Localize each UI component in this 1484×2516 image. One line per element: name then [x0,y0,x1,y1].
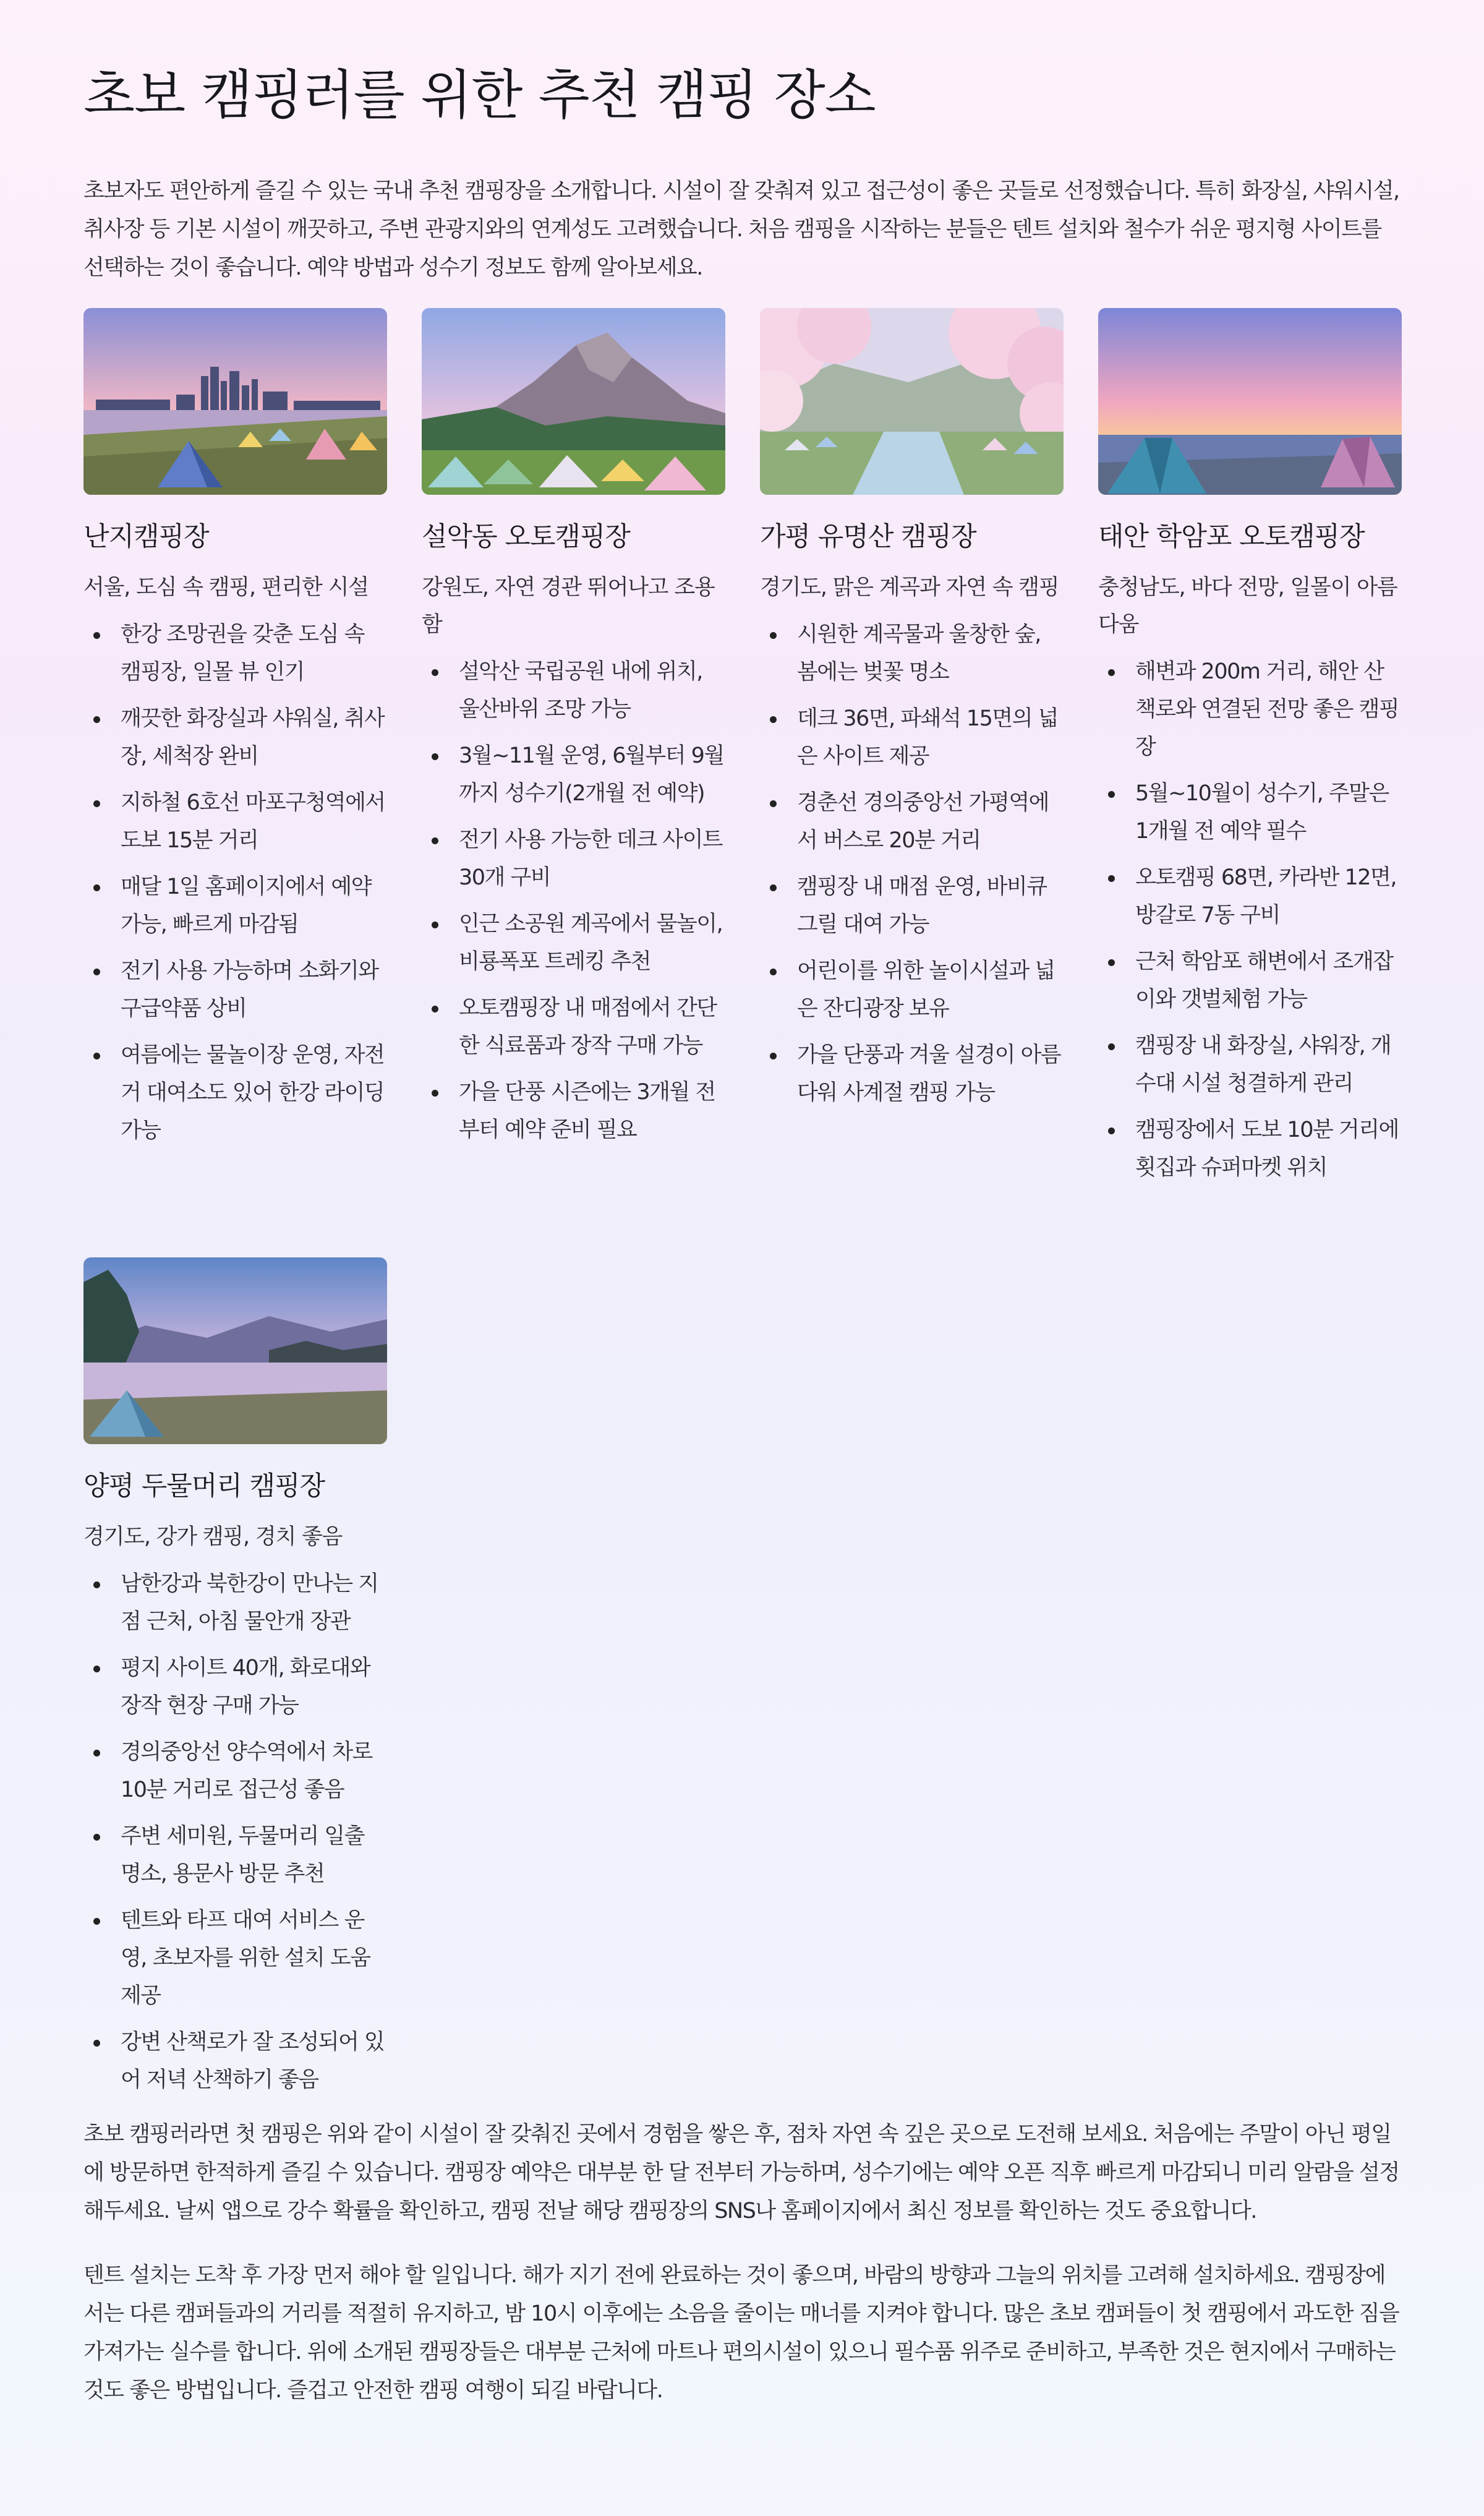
feature-list [1098,653,1402,1187]
list-item: 캠핑장 내 매점 운영, 바비큐 그릴 대여 가능 [760,868,1064,944]
list-item: 평지 사이트 40개, 화로대와 장작 현장 구매 가능 [83,1650,387,1725]
river-mist-camping-photo [83,1257,387,1444]
feature-list [760,616,1064,1112]
feature-list [422,653,725,1149]
list-item: 어린이를 위한 놀이시설과 넓은 잔디광장 보유 [760,952,1064,1028]
campsite-grid [83,308,1401,2170]
intro-paragraph: 초보자도 편안하게 즐길 수 있는 국내 추천 캠핑장을 소개합니다. 시설이 잘 갖춰져 있고 접근성이 좋은 곳들로 선정했습니다. 특히 화장실, 샤워시설, 취사장 등 기본 시설이 깨끗하고, 주변 관광지와의 연계성도 고려했습니다. 처음 캠핑을 시작하는 분들은 텐트 설치와 철수가 쉬운 평지형 사이트를 선택하는 것이 좋습니다. 예약 방법과 성수기 정보도 함께 알아보세요. [83,179,1399,280]
campsite-card [83,1257,387,2108]
list-item: 매달 1일 홈페이지에서 예약 가능, 빠르게 마감됨 [83,868,387,944]
list-item: 지하철 6호선 마포구청역에서 도보 15분 거리 [83,784,387,860]
list-item: 전기 사용 가능한 데크 사이트 30개 구비 [422,821,725,897]
campsite-name: 설악동 오토캠핑장 [422,521,630,552]
campsite-name: 난지캠핑장 [83,521,209,552]
list-item: 오토캠핑 68면, 카라반 12면, 방갈로 7동 구비 [1098,859,1402,935]
list-item: 시원한 계곡물과 울창한 숲, 봄에는 벚꽃 명소 [760,616,1064,691]
list-item: 설악산 국립공원 내에 위치, 울산바위 조망 가능 [422,653,725,729]
feature-list [83,1565,387,2099]
list-item: 5월~10월이 성수기, 주말은 1개월 전 예약 필수 [1098,775,1402,850]
list-item: 경춘선 경의중앙선 가평역에서 버스로 20분 거리 [760,784,1064,860]
list-item: 가을 단풍과 겨울 설경이 아름다워 사계절 캠핑 가능 [760,1037,1064,1112]
campsite-name: 양평 두물머리 캠핑장 [83,1471,325,1502]
campsite-name: 태안 학암포 오토캠핑장 [1098,521,1365,552]
list-item: 근처 학암포 해변에서 조개잡이와 갯벌체험 가능 [1098,943,1402,1019]
closing-paragraph: 초보 캠핑러라면 첫 캠핑은 위와 같이 시설이 잘 갖춰진 곳에서 경험을 쌓은 후, 점차 자연 속 깊은 곳으로 도전해 보세요. 처음에는 주말이 아닌 평일에 방문하면 한적하게 즐길 수 있습니다. 캠핑장 예약은 대부분 한 달 전부터 가능하며, 성수기에는 예약 오픈 직후 빠르게 마감되니 미리 알람을 설정해두세요. 날씨 앱으로 강수 확률을 확인하고, 캠핑 전날 해당 캠핑장의 SNS나 홈페이지에서 최신 정보를 확인하는 것도 중요합니다. [83,2122,1399,2223]
list-item: 깨끗한 화장실과 샤워실, 취사장, 세척장 완비 [83,700,387,776]
campsite-subtitle: 강원도, 자연 경관 뛰어나고 조용함 [422,575,715,637]
list-item: 오토캠핑장 내 매점에서 간단한 식료품과 장작 구매 가능 [422,990,725,1065]
campsite-card [422,308,725,1196]
list-item: 데크 36면, 파쇄석 15면의 넓은 사이트 제공 [760,700,1064,776]
campsite-subtitle: 충청남도, 바다 전망, 일몰이 아름다움 [1098,575,1397,637]
list-item: 강변 산책로가 잘 조성되어 있어 저녁 산책하기 좋음 [83,2024,387,2099]
list-item: 캠핑장에서 도보 10분 거리에 횟집과 슈퍼마켓 위치 [1098,1111,1402,1187]
list-item: 한강 조망권을 갖춘 도심 속 캠핑장, 일몰 뷰 인기 [83,616,387,691]
seaside-sunset-camping-photo [1098,308,1402,495]
campsite-card [1098,308,1402,1196]
closing-paragraph: 텐트 설치는 도착 후 가장 먼저 해야 할 일입니다. 해가 지기 전에 완료하는 것이 좋으며, 바람의 방향과 그늘의 위치를 고려해 설치하세요. 캠핑장에서는 다른 캠퍼들과의 거리를 적절히 유지하고, 밤 10시 이후에는 소음을 줄이는 매너를 지켜야 합니다. 많은 초보 캠퍼들이 첫 캠핑에서 과도한 짐을 가져가는 실수를 합니다. 위에 소개된 캠핑장들은 대부분 근처에 마트나 편의시설이 있으니 필수품 위주로 준비하고, 부족한 것은 현지에서 구매하는 것도 좋은 방법입니다. 즐겁고 안전한 캠핑 여행이 되길 바랍니다. [83,2263,1399,2403]
campsite-card [760,308,1064,1196]
campsite-card [83,308,387,1196]
campsite-subtitle: 서울, 도심 속 캠핑, 편리한 시설 [83,575,369,600]
campsite-subtitle: 경기도, 맑은 계곡과 자연 속 캠핑 [760,575,1059,600]
list-item: 전기 사용 가능하며 소화기와 구급약품 상비 [83,952,387,1028]
list-item: 남한강과 북한강이 만나는 지점 근처, 아침 물안개 장관 [83,1565,387,1641]
list-item: 해변과 200m 거리, 해안 산책로와 연결된 전망 좋은 캠핑장 [1098,653,1402,766]
list-item: 여름에는 물놀이장 운영, 자전거 대여소도 있어 한강 라이딩 가능 [83,1037,387,1150]
list-item: 3월~11월 운영, 6월부터 9월까지 성수기(2개월 전 예약) [422,737,725,813]
list-item: 경의중앙선 양수역에서 차로 10분 거리로 접근성 좋음 [83,1734,387,1809]
page-title: 초보 캠핑러를 위한 추천 캠핑 장소 [83,64,876,126]
list-item: 인근 소공원 계곡에서 물놀이, 비룡폭포 트레킹 추천 [422,905,725,981]
closing-section [83,2115,1401,2410]
cherry-blossom-valley-photo [760,308,1064,495]
campsite-name: 가평 유명산 캠핑장 [760,521,976,552]
mountain-camping-photo [422,308,725,495]
list-item: 가을 단풍 시즌에는 3개월 전부터 예약 준비 필요 [422,1074,725,1149]
list-item: 텐트와 타프 대여 서비스 운영, 초보자를 위한 설치 도움 제공 [83,1902,387,2015]
city-riverside-camping-photo [83,308,387,495]
list-item: 캠핑장 내 화장실, 샤워장, 개수대 시설 청결하게 관리 [1098,1027,1402,1103]
feature-list [83,616,387,1150]
list-item: 주변 세미원, 두물머리 일출 명소, 용문사 방문 추천 [83,1818,387,1893]
campsite-subtitle: 경기도, 강가 캠핑, 경치 좋음 [83,1525,343,1549]
